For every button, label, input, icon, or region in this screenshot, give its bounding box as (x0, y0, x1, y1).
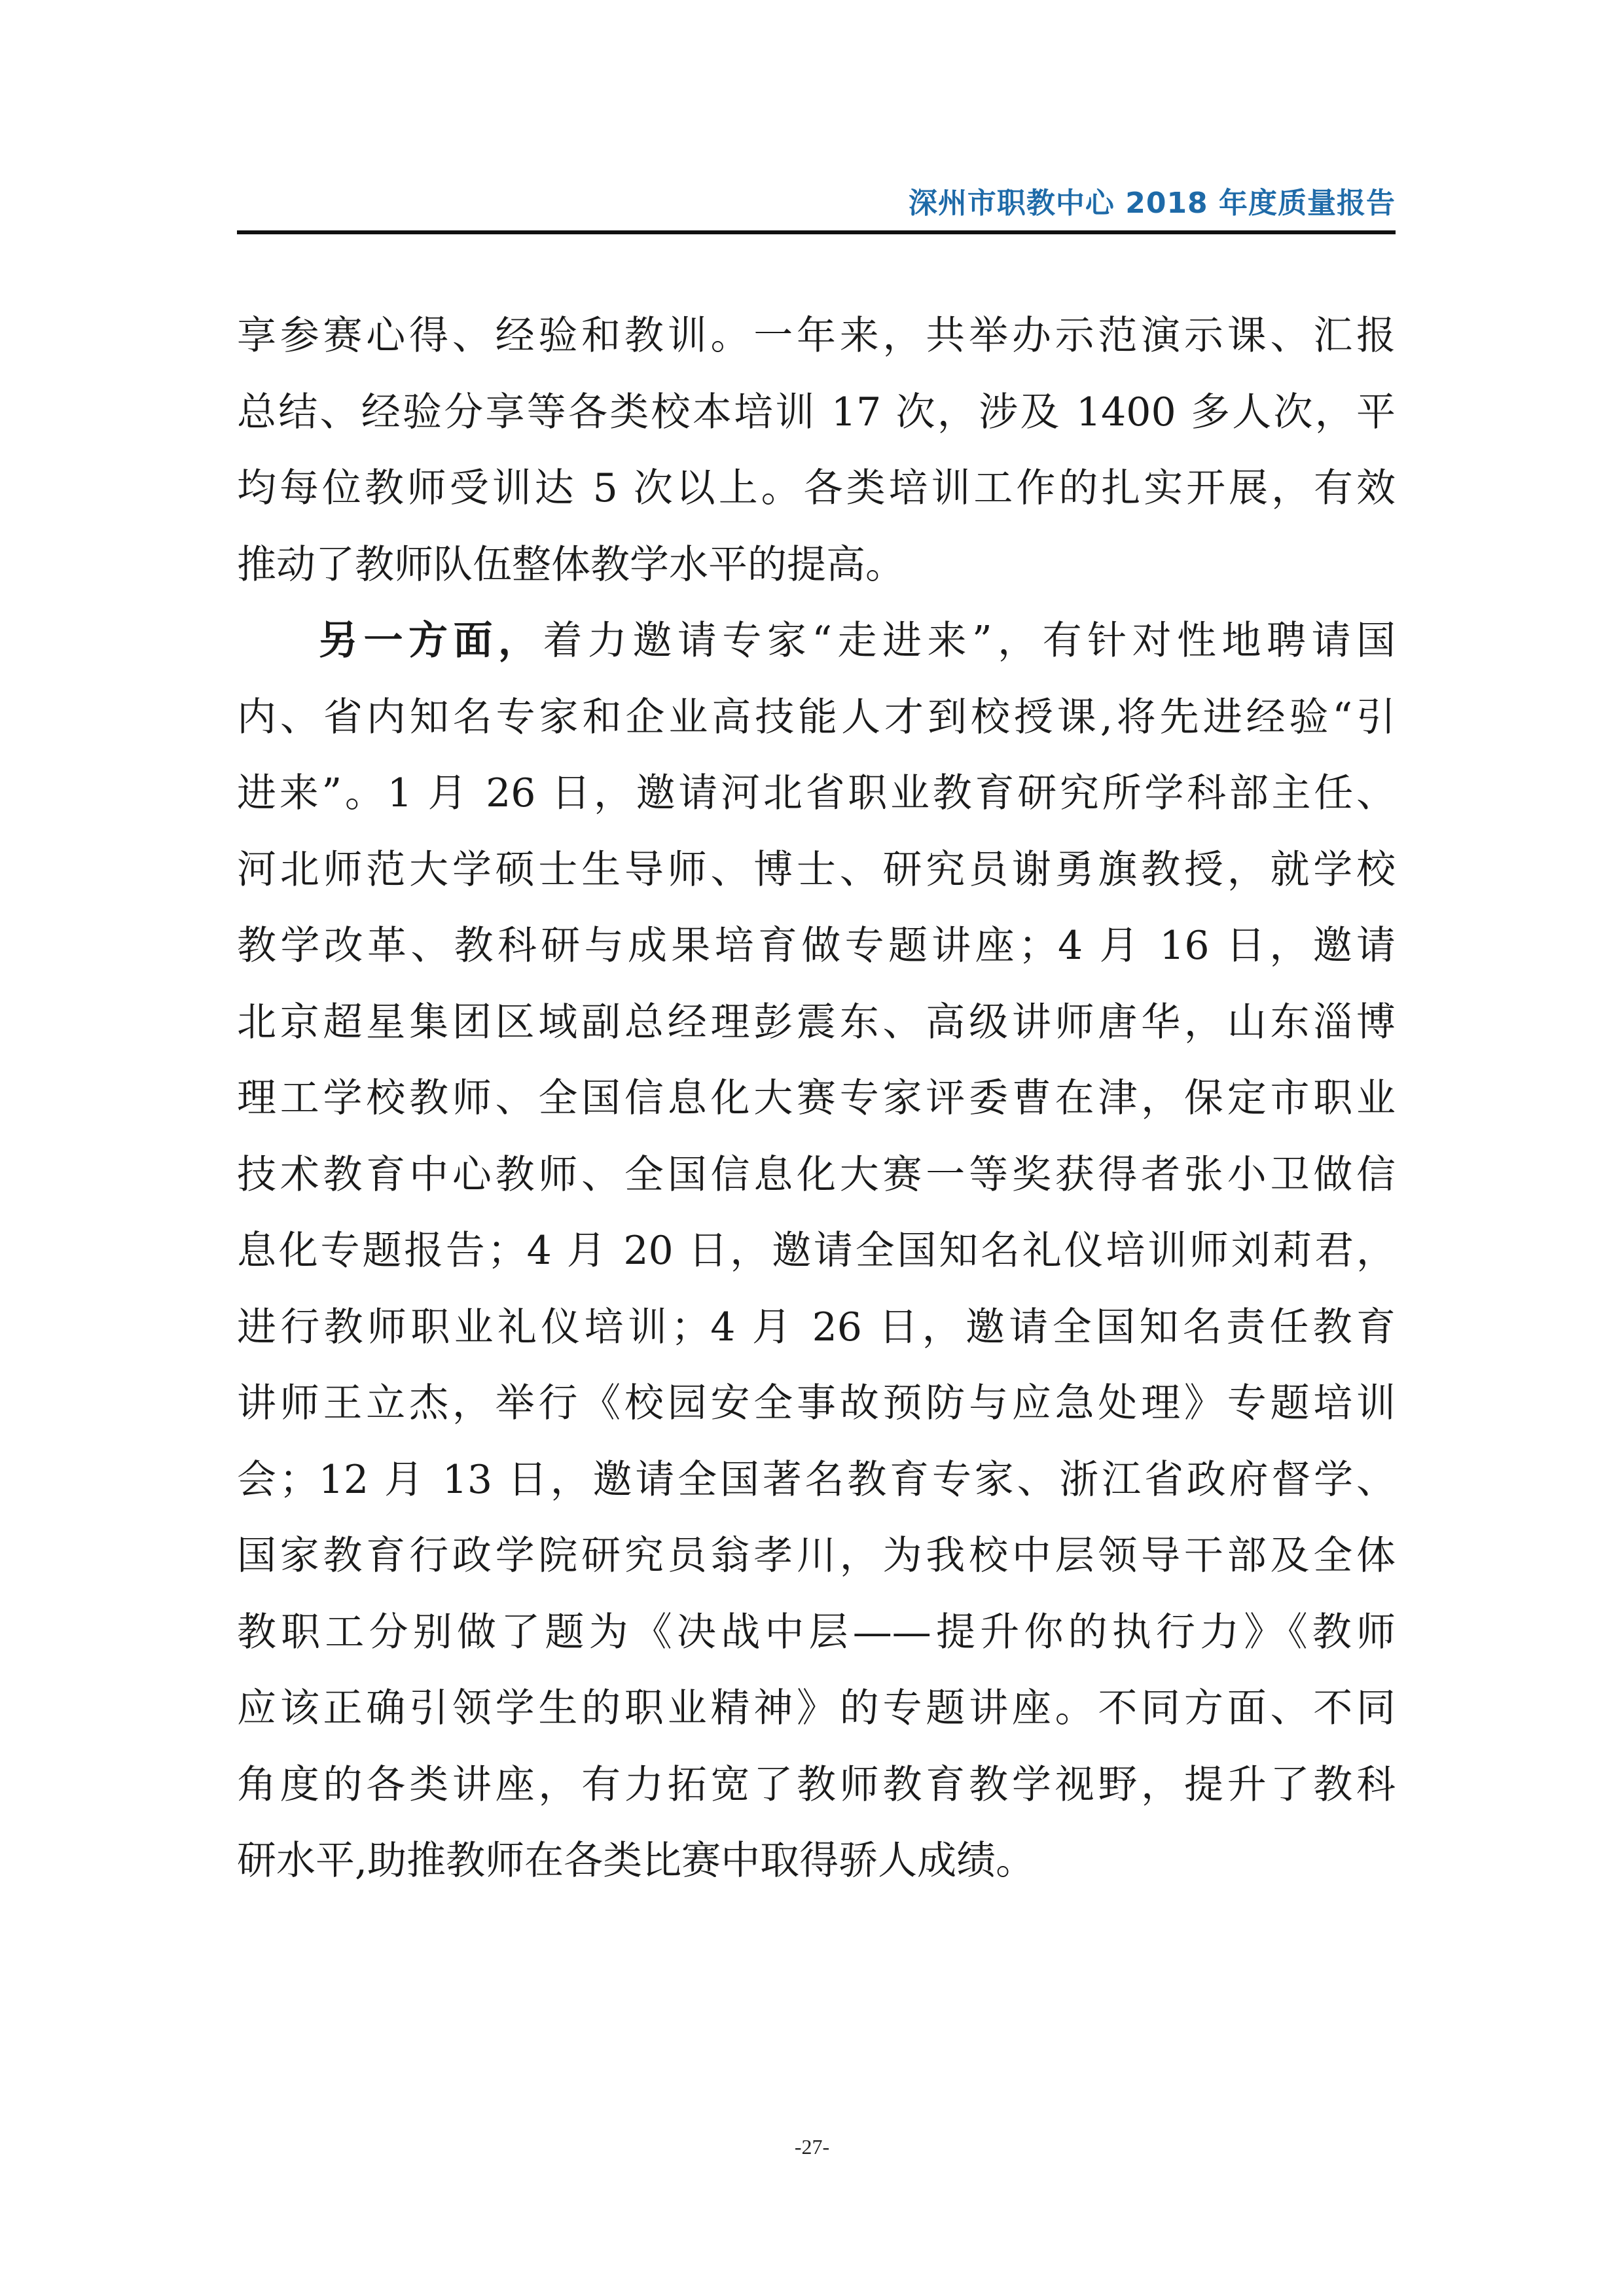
header-divider (237, 230, 1396, 234)
text-line: 河北师范大学硕士生导师、博士、研究员谢勇旗教授，就学校 (237, 846, 1396, 893)
text-line: 北京超星集团区域副总经理彭震东、高级讲师唐华，山东淄博 (237, 999, 1396, 1045)
text-line: 教学改革、教科研与成果培育做专题讲座；4 月 16 日，邀请 (237, 923, 1396, 969)
text-line: 推动了教师队伍整体教学水平的提高。 (237, 541, 905, 588)
paragraph-lead: 另一方面， (319, 618, 543, 664)
text-line: 息化专题报告；4 月 20 日，邀请全国知名礼仪培训师刘莉君， (237, 1228, 1396, 1274)
page-number: -27- (794, 2135, 830, 2159)
text-line: 均每位教师受训达 5 次以上。各类培训工作的扎实开展，有效 (237, 465, 1396, 511)
text-line: 总结、经验分享等各类校本培训 17 次，涉及 1400 多人次，平 (237, 389, 1396, 435)
paragraph-2 (237, 603, 1396, 1899)
text-line: 进行教师职业礼仪培训；4 月 26 日，邀请全国知名责任教育 (237, 1304, 1396, 1350)
text-line (237, 603, 1396, 679)
text-line: 应该正确引领学生的职业精神》的专题讲座。不同方面、不同 (237, 1685, 1396, 1731)
text-line: 国家教育行政学院研究员翁孝川，为我校中层领导干部及全体 (237, 1533, 1396, 1579)
text-line-rest: 着力邀请专家“走进来”，有针对性地聘请国 (543, 618, 1396, 664)
text-line: 技术教育中心教师、全国信息化大赛一等奖获得者张小卫做信 (237, 1151, 1396, 1198)
text-line: 会；12 月 13 日，邀请全国著名教育专家、浙江省政府督学、 (237, 1456, 1396, 1503)
text-line: 理工学校教师、全国信息化大赛专家评委曹在津，保定市职业 (237, 1075, 1396, 1121)
body-text (237, 298, 1396, 1899)
text-line: 讲师王立杰，举行《校园安全事故预防与应急处理》专题培训 (237, 1380, 1396, 1426)
text-line: 进来”。1 月 26 日，邀请河北省职业教育研究所学科部主任、 (237, 770, 1396, 816)
text-line: 研水平,助推教师在各类比赛中取得骄人成绩。 (237, 1838, 1036, 1884)
text-line: 享参赛心得、经验和教训。一年来，共举办示范演示课、汇报 (237, 313, 1396, 359)
report-title: 深州市职教中心 2018 年度质量报告 (908, 187, 1396, 220)
text-line: 内、省内知名专家和企业高技能人才到校授课,将先进经验“引 (237, 694, 1396, 740)
text-line: 教职工分别做了题为《决战中层——提升你的执行力》《教师 (237, 1609, 1396, 1655)
page-header (237, 170, 1396, 236)
paragraph-1 (237, 298, 1396, 603)
text-line: 角度的各类讲座，有力拓宽了教师教育教学视野，提升了教科 (237, 1761, 1396, 1808)
